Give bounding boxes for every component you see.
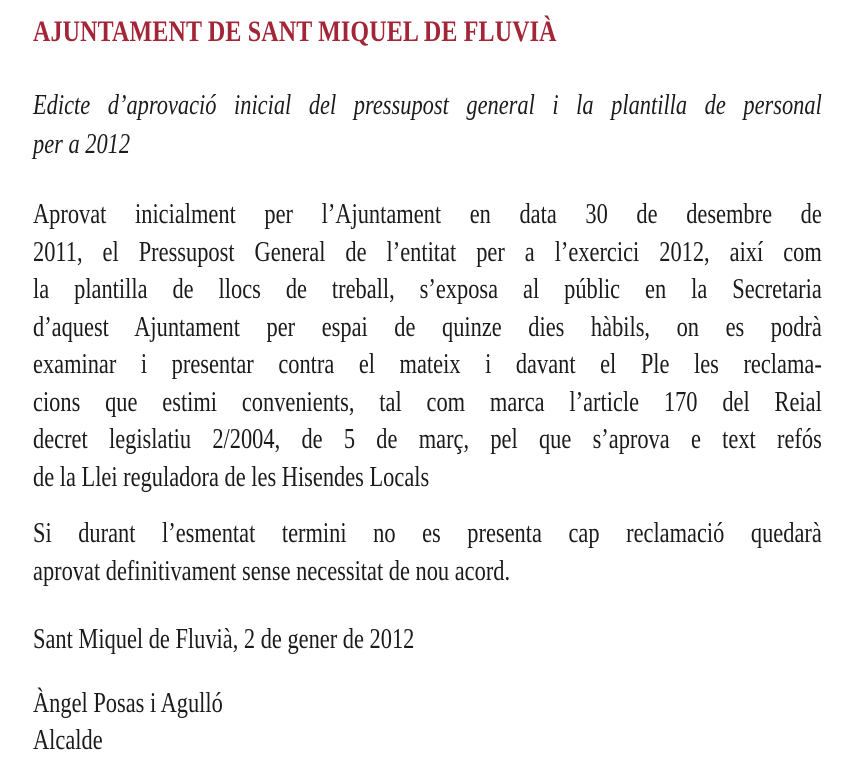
- paragraph1-line-1: Aprovat inicialment per l’Ajuntament en data 30 de desembre de: [33, 199, 822, 230]
- paragraph1-line-6: cions que estimi convenients, tal com marca l’article 170 del Reial: [33, 386, 822, 418]
- body-paragraph-1: [33, 196, 822, 496]
- signature-role: Alcalde: [33, 725, 103, 756]
- signature-block: [33, 685, 822, 760]
- paragraph2-line-1: Si durant l’esmentat termini no es presenta cap reclamació quedarà: [33, 518, 822, 549]
- document-subtitle: [33, 86, 822, 164]
- document-title: AJUNTAMENT DE SANT MIQUEL DE FLUVIÀ: [33, 15, 557, 48]
- paragraph1-line-4: d’aquest Ajuntament per espai de quinze dies hàbils, on es podrà: [33, 311, 822, 343]
- paragraph1-line-8: de la Llei reguladora de les Hisendes Locals: [33, 461, 430, 493]
- signature-name: Àngel Posas i Agulló: [33, 687, 223, 719]
- paragraph1-line-7: decret legislatiu 2/2004, de 5 de març, pel que s’aprova e text refós: [33, 424, 822, 455]
- document-content: [33, 16, 822, 760]
- dateline: Sant Miquel de Fluvià, 2 de gener de 2012: [33, 624, 415, 655]
- subtitle-line-1: Edicte d’aprovació inicial del pressupost general i la plantilla de personal: [33, 90, 822, 121]
- subtitle-line-2: per a 2012: [33, 129, 131, 160]
- paragraph1-line-2: 2011, el Pressupost General de l’entitat per a l’exercici 2012, així com: [33, 236, 822, 268]
- paragraph1-line-3: la plantilla de llocs de treball, s’exposa al públic en la Secretaria: [33, 274, 822, 305]
- body-paragraph-2: [33, 515, 822, 590]
- paragraph1-line-5: examinar i presentar contra el mateix i davant el Ple les reclama-: [33, 349, 822, 380]
- paragraph2-line-2: aprovat definitivament sense necessitat de nou acord.: [33, 555, 511, 587]
